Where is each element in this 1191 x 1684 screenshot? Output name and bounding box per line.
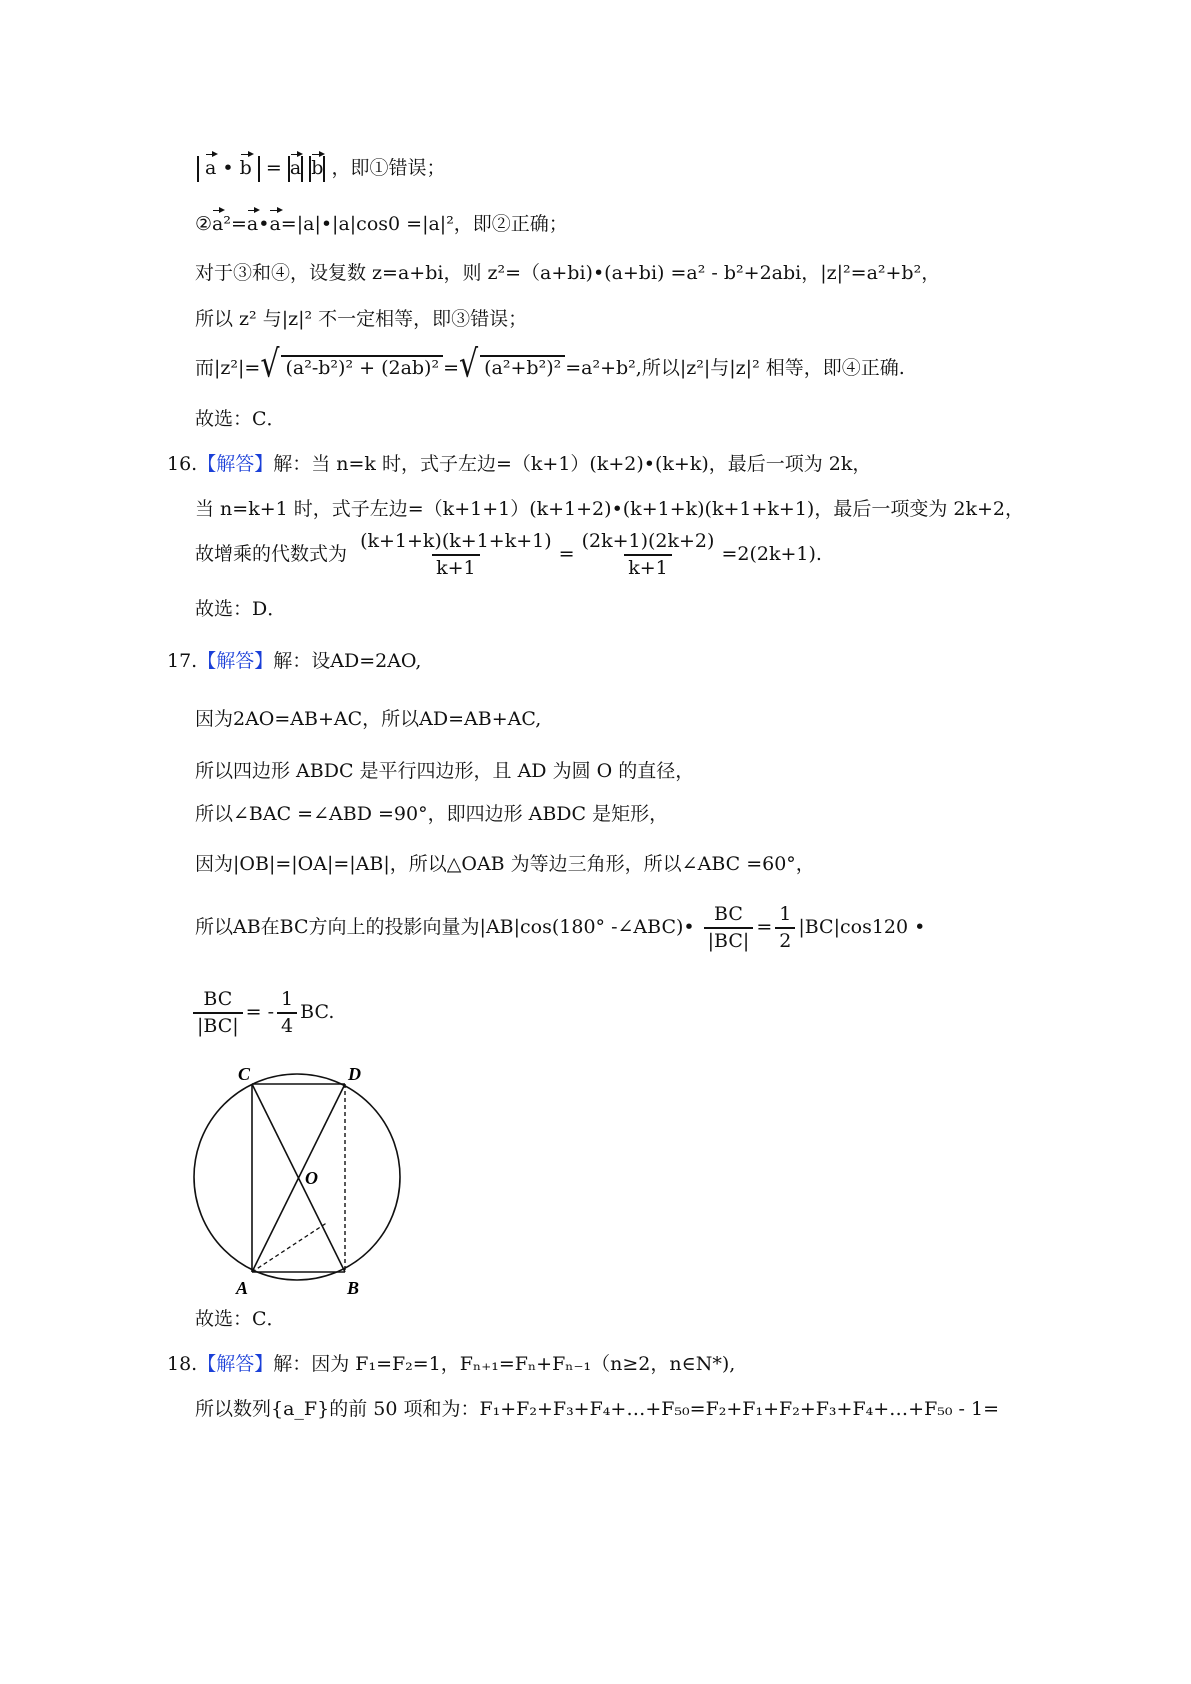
fraction: $\frac{(2k+1)(2k+2)}{k+1}$ — [581, 530, 715, 579]
q17-line-1: 17.【解答】解：设AD=2AO, — [167, 650, 422, 672]
answer-17: 故选：C． — [195, 1308, 286, 1330]
label-c: C — [238, 1064, 251, 1084]
q17-line-5: 因为|OB|=|OA|=|AB|，所以△OAB 为等边三角形，所以∠ABC =60°， — [195, 853, 815, 875]
q17-line-2: 因为2AO=AB+AC，所以AD=AB+AC, — [195, 708, 542, 730]
answer-16: 故选：D． — [195, 598, 287, 620]
answer-tag: 【解答】 — [197, 650, 274, 672]
q16-line-2: 当 n=k+1 时，式子左边=（k+1+1）(k+1+2)•(k+1+k)(k+1+k+1)，最后一项变为 2k+2， — [195, 498, 1024, 520]
label-o: O — [305, 1168, 318, 1188]
eq-line-3: 对于③和④，设复数 z=a+bi，则 z²=（a+bi)•(a+bi) =a² - b²+2abi，|z|²=a²+b²， — [195, 262, 941, 284]
label-a: A — [236, 1278, 249, 1297]
answer-tag: 【解答】 — [197, 1353, 274, 1375]
q18-line-2: 所以数列{a_F}的前 50 项和为：F₁+F₂+F₃+F₄+…+F₅₀=F₂+F₁+F₂+F₃+F₄+…+F₅₀ - 1= — [195, 1398, 1000, 1420]
q18-line-1: 18.【解答】解：因为 F₁=F₂=1，Fₙ₊₁=Fₙ+Fₙ₋₁（n≥2，n∈N*), — [167, 1353, 736, 1375]
circle-o — [194, 1074, 400, 1280]
answer-tag: 【解答】 — [197, 453, 274, 475]
q17-line-4: 所以∠BAC =∠ABD =90°，即四边形 ABDC 是矩形， — [195, 803, 669, 825]
circle-rectangle-figure — [190, 1062, 415, 1297]
q17-line-7: $\frac{BC}{|BC|}$ = - $\frac{1}{4}$ BC. — [190, 990, 334, 1036]
q16-line-1: 16.【解答】解：当 n=k 时，式子左边=（k+1）(k+2)•(k+k)，最后一项为 2k， — [167, 453, 872, 475]
segment-dashed — [252, 1222, 328, 1272]
eq-line-2: ②a²=a•a=|a|•|a|cos0 =|a|²，即②正确； — [195, 213, 568, 235]
line-1-text: ，即①错误； — [331, 157, 446, 179]
eq-line-1: a • b = a b ，即①错误； — [197, 156, 446, 182]
q17-line-6: 所以AB在BC方向上的投影向量为|AB|cos(180° -∠ABC)• $\frac{BC}{|BC|}$ = $\frac{1}{2}$ |BC|cos120 • — [195, 903, 926, 952]
q17-line-3: 所以四边形 ABDC 是平行四边形，且 AD 为圆 O 的直径， — [195, 760, 695, 782]
q16-line-3: 故增乘的代数式为 $\frac{(k+1+k)(k+1+k+1)}{k+1}$ = $\frac{(2k+1)(2k+2)}{k+1}$ =2(2k+1). — [195, 530, 822, 579]
fraction: $\frac{(k+1+k)(k+1+k+1)}{k+1}$ — [360, 530, 552, 579]
answer-15: 故选：C． — [195, 408, 286, 430]
eq-line-4: 所以 z² 与|z|² 不一定相等，即③错误； — [195, 308, 528, 330]
label-b: B — [347, 1278, 360, 1297]
label-d: D — [348, 1064, 361, 1084]
eq-line-5: 而|z²|=√ (a²-b²)² + (2ab)² =√ (a²+b²)² =a²+b²,所以|z²|与|z|² 相等，即④正确. — [195, 342, 905, 387]
